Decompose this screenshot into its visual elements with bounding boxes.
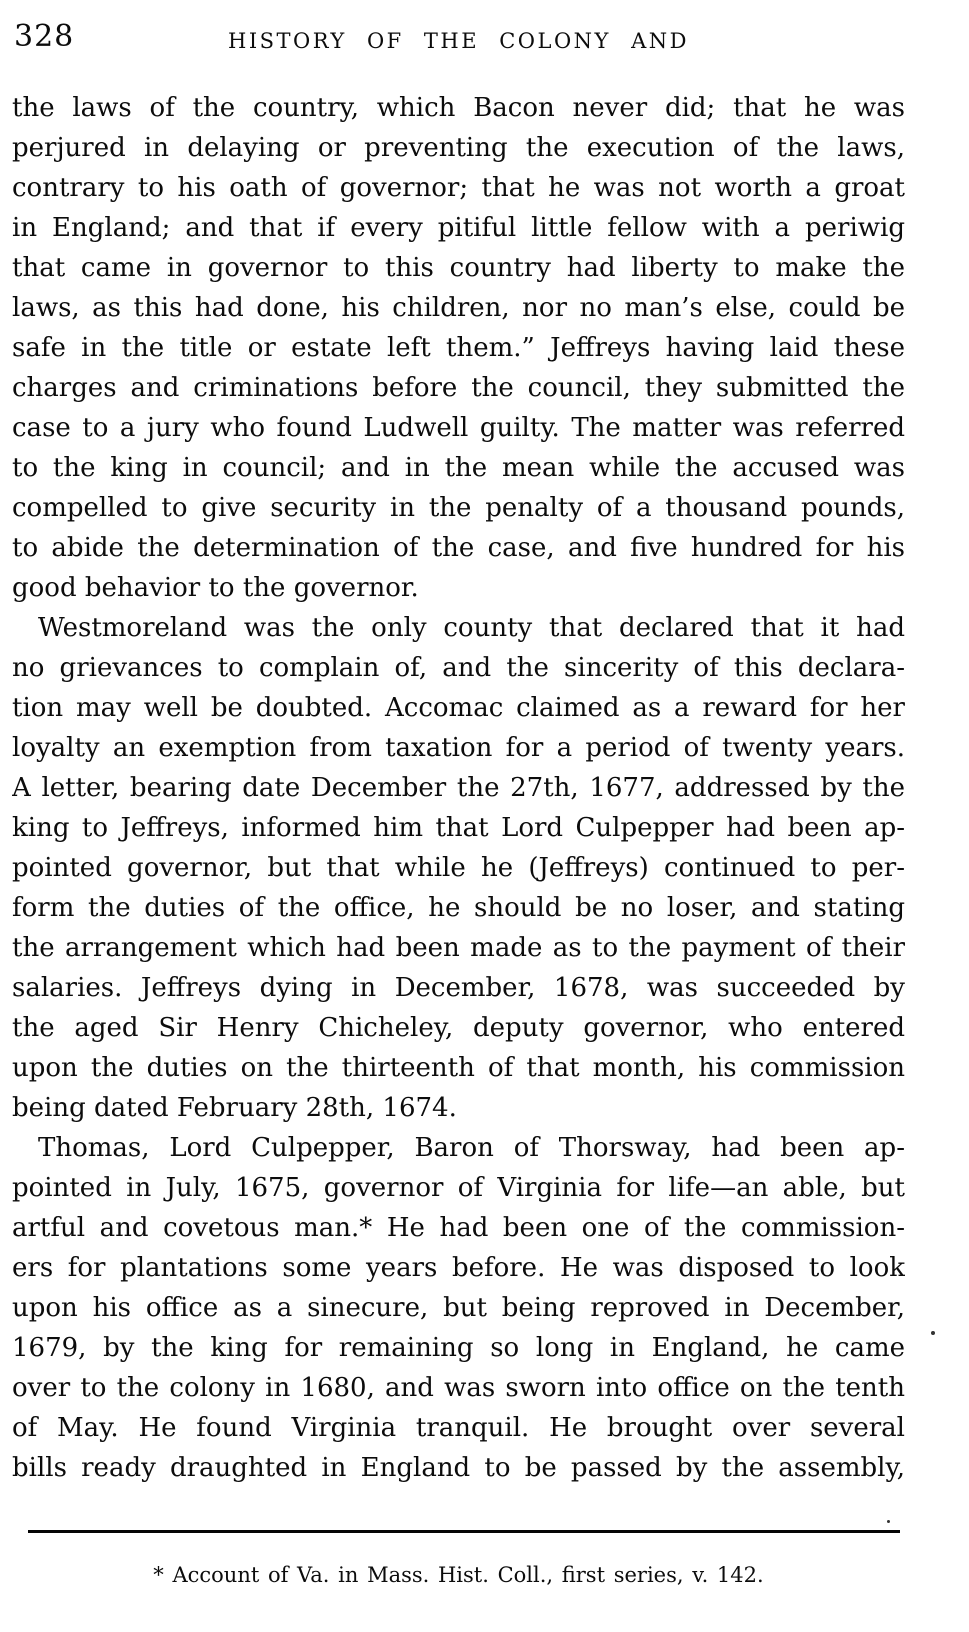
text-line: that came in governor to this country had liberty to make the (12, 253, 905, 283)
scan-artifact (931, 1331, 935, 1335)
text-line: compelled to give security in the penalty of a thousand pounds, (12, 493, 905, 523)
text-line: being dated February 28th, 1674. (12, 1093, 457, 1123)
running-title: HISTORY OF THE COLONY AND (228, 29, 689, 53)
text-line: perjured in delaying or preventing the execution of the laws, (12, 133, 905, 163)
text-line: upon his office as a sinecure, but being reproved in December, (12, 1293, 905, 1323)
text-line: no grievances to complain of, and the sincerity of this declara- (12, 653, 905, 683)
scan-artifact (887, 1520, 890, 1523)
text-line: salaries. Jeffreys dying in December, 1678, was succeeded by (12, 973, 905, 1003)
text-line: contrary to his oath of governor; that he was not worth a groat (12, 173, 905, 203)
text-line: 1679, by the king for remaining so long in England, he came (12, 1333, 905, 1363)
text-line: artful and covetous man.* He had been one of the commission- (12, 1213, 905, 1243)
footnote-rule (28, 1530, 900, 1533)
text-line: of May. He found Virginia tranquil. He brought over several (12, 1413, 905, 1443)
text-line: A letter, bearing date December the 27th, 1677, addressed by the (12, 773, 905, 803)
text-line: to the king in council; and in the mean while the accused was (12, 453, 905, 483)
text-line: Thomas, Lord Culpepper, Baron of Thorsway, had been ap- (38, 1133, 905, 1163)
text-line: pointed governor, but that while he (Jeffreys) continued to per- (12, 853, 905, 883)
text-line: the aged Sir Henry Chicheley, deputy governor, who entered (12, 1013, 905, 1043)
text-line: the laws of the country, which Bacon never did; that he was (12, 93, 905, 123)
page-number: 328 (14, 19, 75, 54)
text-line: over to the colony in 1680, and was sworn into office on the tenth (12, 1373, 905, 1403)
text-line: good behavior to the governor. (12, 573, 419, 603)
text-line: form the duties of the office, he should be no loser, and stating (12, 893, 905, 923)
text-line: charges and criminations before the council, they submitted the (12, 373, 905, 403)
text-block (12, 88, 905, 1488)
text-line: king to Jeffreys, informed him that Lord Culpepper had been ap- (12, 813, 905, 843)
text-line: to abide the determination of the case, and five hundred for his (12, 533, 905, 563)
text-line: case to a jury who found Ludwell guilty. The matter was referred (12, 413, 905, 443)
footnote: * Account of Va. in Mass. Hist. Coll., first series, v. 142. (153, 1563, 764, 1587)
text-line: safe in the title or estate left them.” Jeffreys having laid these (12, 333, 905, 363)
text-line: tion may well be doubted. Accomac claimed as a reward for her (12, 693, 905, 723)
text-line: bills ready draughted in England to be passed by the assembly, (12, 1453, 905, 1483)
text-line: ers for plantations some years before. He was disposed to look (12, 1253, 905, 1283)
text-line: upon the duties on the thirteenth of that month, his commission (12, 1053, 905, 1083)
text-line: the arrangement which had been made as to the payment of their (12, 933, 905, 963)
text-line: pointed in July, 1675, governor of Virginia for life—an able, but (12, 1173, 905, 1203)
text-line: loyalty an exemption from taxation for a period of twenty years. (12, 733, 905, 763)
running-header (12, 20, 905, 60)
text-line: Westmoreland was the only county that declared that it had (38, 613, 905, 643)
text-line: in England; and that if every pitiful little fellow with a periwig (12, 213, 905, 243)
text-line: laws, as this had done, his children, nor no man’s else, could be (12, 293, 905, 323)
